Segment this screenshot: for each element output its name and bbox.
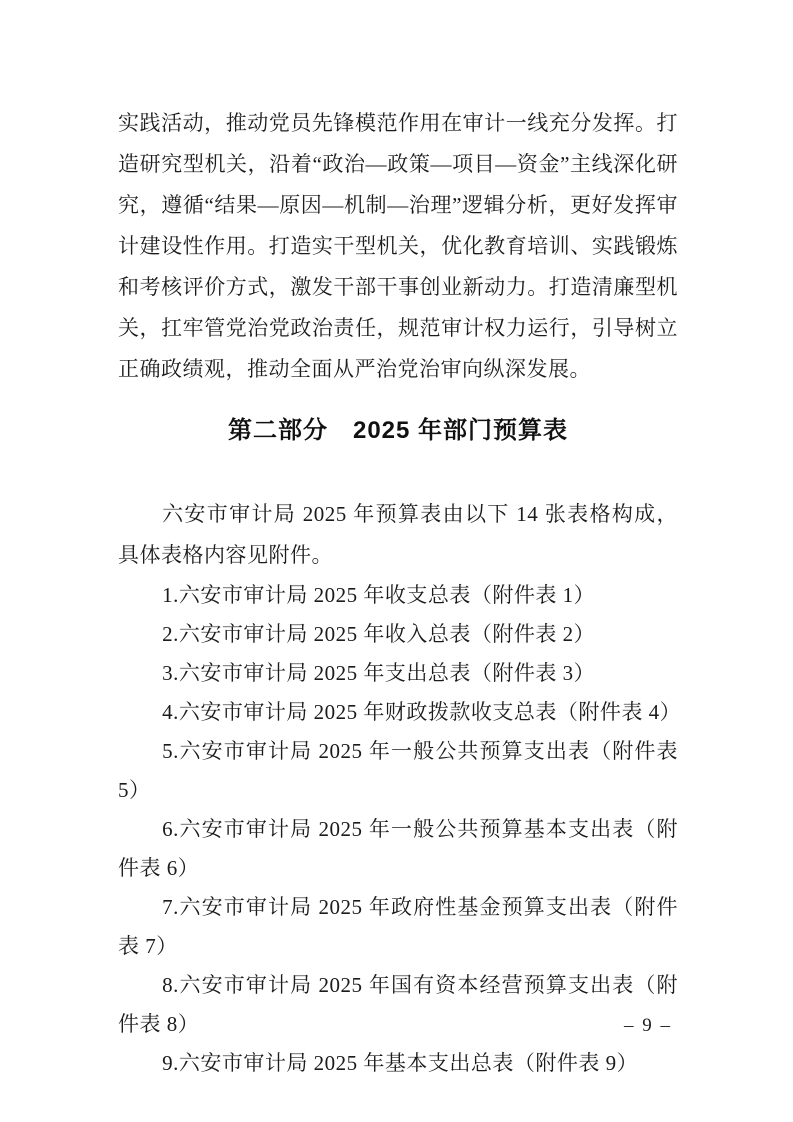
- table-list-item-7: 7.六安市审计局 2025 年政府性基金预算支出表（附件表 7）: [118, 895, 678, 958]
- table-list-item-5: 5.六安市审计局 2025 年一般公共预算支出表（附件表 5）: [118, 739, 678, 802]
- table-list-item-3: 3.六安市审计局 2025 年支出总表（附件表 3）: [162, 661, 596, 685]
- table-list: [118, 576, 682, 1083]
- table-list-item-6: 6.六安市审计局 2025 年一般公共预算基本支出表（附件表 6）: [118, 817, 678, 880]
- tables-intro-paragraph: 六安市审计局 2025 年预算表由以下 14 张表格构成，具体表格内容见附件。: [118, 502, 678, 567]
- section-heading: 第二部分 2025 年部门预算表: [227, 417, 569, 444]
- table-list-item-1: 1.六安市审计局 2025 年收支总表（附件表 1）: [162, 583, 596, 607]
- table-list-item-4: 4.六安市审计局 2025 年财政拨款收支总表（附件表 4）: [162, 700, 682, 724]
- table-list-item-8: 8.六安市审计局 2025 年国有资本经营预算支出表（附件表 8）: [118, 973, 678, 1036]
- page-number: – 9 –: [624, 1015, 672, 1036]
- document-content: [118, 103, 682, 1083]
- intro-paragraph: 实践活动，推动党员先锋模范作用在审计一线充分发挥。打造研究型机关，沿着“政治—政策—项目—资金”主线深化研究，遵循“结果—原因—机制—治理”逻辑分析，更好发挥审计建设性作用。打造实干型机关，优化教育培训、实践锻炼和考核评价方式，激发干部干事创业新动力。打造清廉型机关，扛牢管党治党政治责任，规范审计权力运行，引导树立正确政绩观，推动全面从严治党治审向纵深发展。: [118, 111, 678, 381]
- table-list-item-2: 2.六安市审计局 2025 年收入总表（附件表 2）: [162, 622, 596, 646]
- table-list-item-9: 9.六安市审计局 2025 年基本支出总表（附件表 9）: [162, 1051, 639, 1075]
